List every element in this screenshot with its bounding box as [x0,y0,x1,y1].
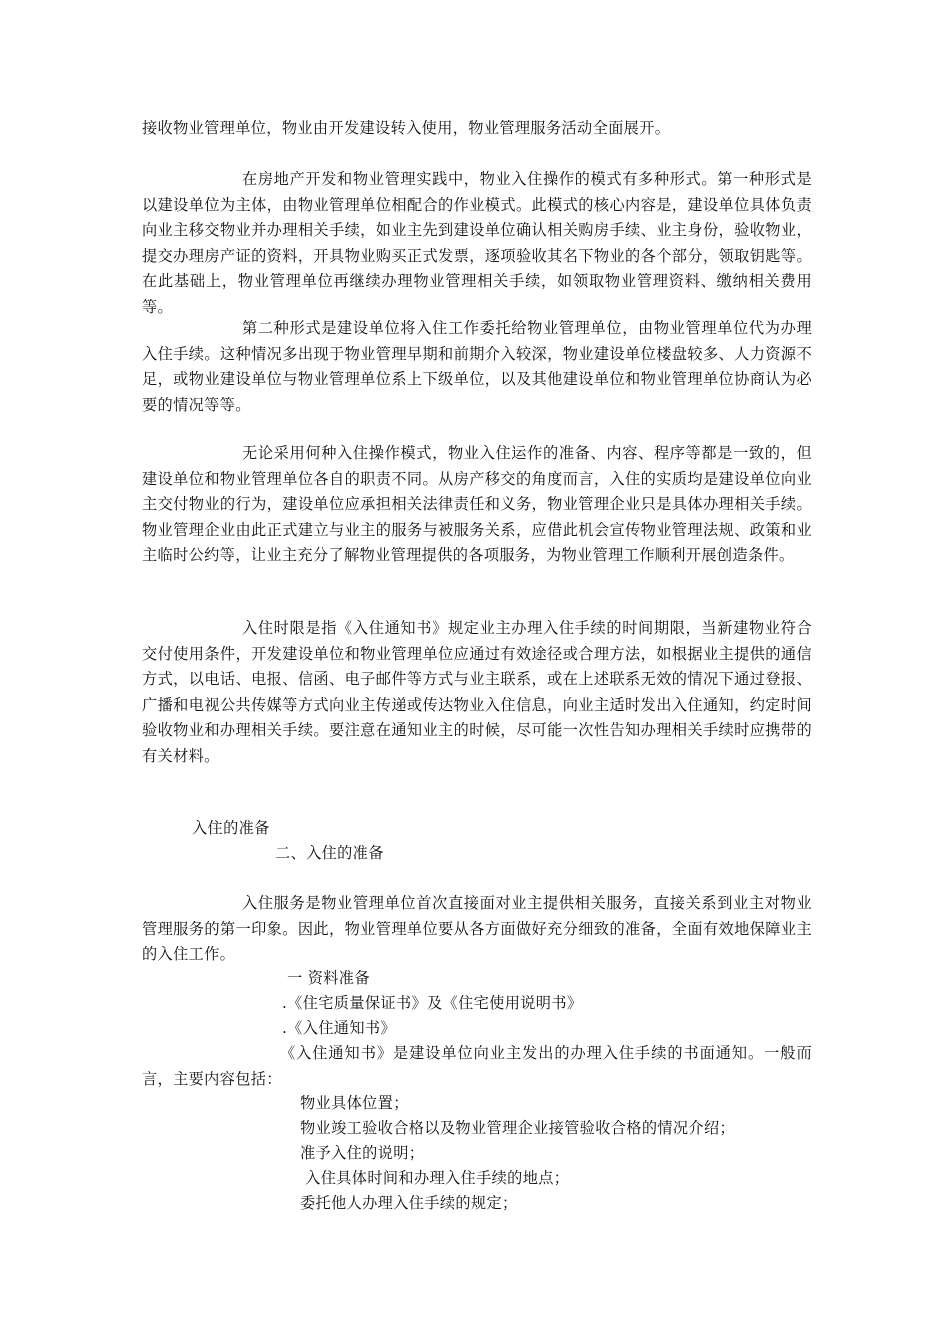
subsection-title: 一 资料准备 [287,969,370,987]
paragraph-notice-contents: 《入住通知书》是建设单位向业主发出的办理入住手续的书面通知。一般而言，主要内容包括： [142,1044,812,1088]
paragraph-responsibilities: 无论采用何种入住操作模式，物业入住运作的准备、内容、程序等都是一致的，但建设单位和物业管理单位各自的职责不同。从房产移交的角度而言，入住的实质均是建设单位向业主交付物业的行为，建设单位应承担相关法律责任和义务，物业管理企业只是具体办理相关手续。物业管理企业由此正式建立与业主的服务与被服务关系，应借此机会宣传物业管理法规、政策和业主临时公约等，让业主充分了解物业管理提供的各项服务，为物业管理工作顺利开展创造条件。 [142,444,812,564]
list-item: 物业具体位置； [300,1094,409,1112]
document-item-1: .《住宅质量保证书》及《住宅使用说明书》 [282,994,583,1012]
list-item: 物业竣工验收合格以及物业管理企业接管验收合格的情况介绍； [300,1119,736,1137]
section-label: 入住的准备 [192,819,270,837]
paragraph-entry-modes: 在房地产开发和物业管理实践中，物业入住操作的模式有多种形式。第一种形式是以建设单位为主体，由物业管理单位相配合的作业模式。此模式的核心内容是，建设单位具体负责向业主移交物业并办理相关手续，如业主先到建设单位确认相关购房手续、业主身份，验收物业，提交办理房产证的资料，开具物业购买正式发票，逐项验收其名下物业的各个部分，领取钥匙等。在此基础上，物业管理单位再继续办理物业管理相关手续，如领取物业管理资料、缴纳相关费用等。 [142,170,812,316]
paragraph-entry-time-limit: 入住时限是指《入住通知书》规定业主办理入住手续的时间期限，当新建物业符合交付使用条件，开发建设单位和物业管理单位应通过有效途径或合理方法，如根据业主提供的通信方式，以电话、电报、信函、电子邮件等方式与业主联系，或在上述联系无效的情况下通过登报、广播和电视公共传媒等方式向业主传递或传达物业入住信息，向业主适时发出入住通知，约定时间验收物业和办理相关手续。要注意在通知业主的时候，尽可能一次性告知办理相关手续时应携带的有关材料。 [142,619,812,765]
list-item: 入住具体时间和办理入住手续的地点； [300,1169,570,1187]
paragraph-second-mode: 第二种形式是建设单位将入住工作委托给物业管理单位，由物业管理单位代为办理入住手续。这种情况多出现于物业管理早期和前期介入较深，物业建设单位楼盘较多、人力资源不足，或物业建设单位与物业管理单位系上下级单位，以及其他建设单位和物业管理单位协商认为必要的情况等等。 [142,319,812,414]
section-title: 二、入住的准备 [275,844,384,862]
document-item-2: .《入住通知书》 [282,1019,396,1037]
paragraph-preparation: 入住服务是物业管理单位首次直接面对业主提供相关服务，直接关系到业主对物业管理服务的第一印象。因此，物业管理单位要从各方面做好充分细致的准备，全面有效地保障业主的入住工作。 [142,894,812,963]
list-item: 委托他人办理入住手续的规定； [300,1194,518,1212]
list-item: 准予入住的说明； [300,1144,425,1162]
paragraph-intro-end: 接收物业管理单位，物业由开发建设转入使用，物业管理服务活动全面展开。 [142,119,671,137]
